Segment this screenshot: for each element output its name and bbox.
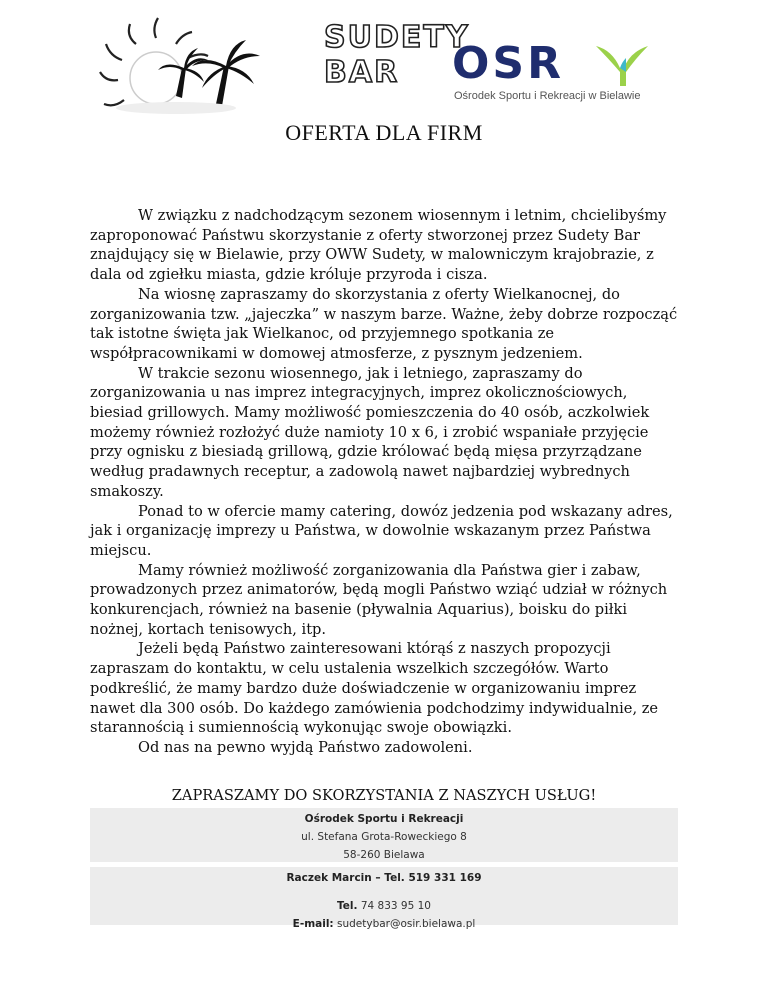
paragraph: Ponad to w ofercie mamy catering, dowóz jedzenia pod wskazany adres, jak i organizację imprezy u Państwa, w dowolnie wskazanym przez Państwa miejscu. [90, 502, 673, 559]
tel-value[interactable]: 74 833 95 10 [360, 900, 431, 912]
email-link[interactable]: sudetybar@osir.bielawa.pl [336, 918, 476, 930]
city-address: 58-260 Bielawa [343, 849, 425, 861]
contact-box [90, 867, 678, 930]
paragraph: Od nas na pewno wyjdą Państwo zadowoleni. [138, 738, 473, 756]
paragraph: Na wiosnę zapraszamy do skorzystania z oferty Wielkanocnej, do zorganizowania tzw. „jajeczka” w naszym barze. Ważne, żeby dobrze rozpocząć tak istotne święta jak Wielkanoc, od przyjemnego spotkania ze współpracownikami w domowej atmosferze, z pysznym jedzeniem. [90, 285, 678, 362]
y-leaf-icon [592, 42, 652, 88]
paragraph: Mamy również możliwość zorganizowania dla Państwa gier i zabaw, prowadzonych przez animatorów, będą mogli Państwo wziąć udział w różnych konkurencjach, również na basenie (pływalnia Aquarius), boisku do piłki nożnej, kortach tenisowych, itp. [90, 561, 668, 638]
paragraph: W związku z nadchodzącym sezonem wiosennym i letnim, chcielibyśmy zaproponować Państwu skorzystanie z oferty stworzonej przez Sudety Bar znajdujący się w Bielawie, przy OWW Sudety, w malowniczym krajobrazie, z dala od zgiełku miasta, gdzie króluje przyroda i cisza. [90, 207, 667, 284]
sudety-bar-logo-text: SUDETY BAR [324, 20, 470, 90]
call-to-action: ZAPRASZAMY DO SKORZYSTANIA Z NASZYCH USŁUG! [171, 787, 597, 804]
contact-person: Raczek Marcin – Tel. 519 331 169 [286, 872, 482, 884]
document-title: OFERTA DLA FIRM [285, 120, 483, 145]
sudety-bar-logo [96, 8, 470, 123]
osr-logo [452, 38, 662, 104]
street-address: ul. Stefana Grota-Roweckiego 8 [301, 831, 467, 843]
tel-label: Tel. [337, 900, 358, 912]
offer-body [90, 206, 680, 758]
org-name: Ośrodek Sportu i Rekreacji [304, 813, 464, 825]
osr-logo-text: OSR [452, 38, 564, 89]
address-box [90, 808, 678, 862]
email-label: E-mail: [292, 918, 334, 930]
paragraph: W trakcie sezonu wiosennego, jak i letniego, zapraszamy do zorganizowania u nas imprez integracyjnych, imprez okolicznościowych, biesiad grillowych. Mamy możliwość pomieszczenia do 40 osób, aczkolwiek możemy również rozłożyć duże namioty 10 x 6, i zrobić wspaniałe przyjęcie przy ognisku z biesiadą grillową, gdzie królować będą mięsa przyrządzane według pradawnych receptur, a zadowolą nawet najbardziej wybrednych smakoszy. [90, 364, 650, 500]
osr-subtitle: Ośrodek Sportu i Rekreacji w Bielawie [454, 90, 641, 102]
paragraph: Jeżeli będą Państwo zainteresowani którąś z naszych propozycji zapraszam do kontaktu, w celu ustalenia wszelkich szczegółów. Warto podkreślić, że mamy bardzo duże doświadczenie w organizowaniu imprez nawet dla 300 osób. Do każdego zamówienia podchodzimy indywidualnie, ze starannością i sumiennością wykonując swoje obowiązki. [90, 640, 659, 737]
